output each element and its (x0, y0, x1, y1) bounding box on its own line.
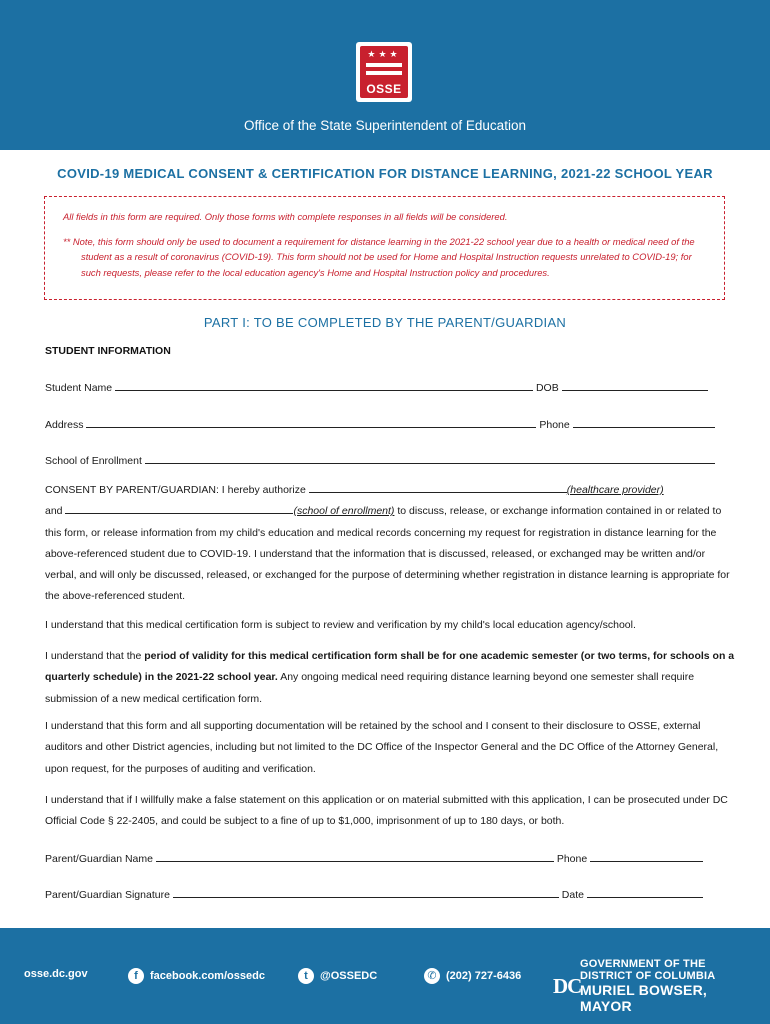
logo-stars: ★★★ (367, 49, 401, 59)
dob-label: DOB (535, 382, 559, 394)
parent-name-label: Parent/Guardian Name (45, 853, 153, 865)
validity-pre: I understand that the (45, 650, 145, 662)
footer-twitter[interactable]: t @OSSEDC (298, 968, 377, 984)
school-enrollment-label: (school of enrollment) (293, 505, 395, 518)
signature-label: Parent/Guardian Signature (45, 889, 170, 901)
footer-phone[interactable]: ✆ (202) 727-6436 (424, 968, 521, 984)
dob-field[interactable] (562, 380, 708, 391)
osse-logo (356, 42, 412, 102)
address-label: Address (45, 419, 84, 431)
parent-phone-label: Phone (556, 853, 588, 865)
school-label: School of Enrollment (45, 455, 142, 467)
facebook-icon: f (128, 968, 144, 984)
paragraph-retention: I understand that this form and all supporting documentation will be retained by the school and I consent to their disclosure to OSSE, external auditors and other District agencies, including but not limited to the DC Office of the Inspector General and the DC Office of the Attorney General, upon request, for the purposes of auditing and verification. (45, 720, 719, 775)
paragraph-validity (45, 646, 735, 710)
school-row (45, 453, 715, 467)
header-banner (0, 0, 770, 150)
parent-phone-field[interactable] (590, 851, 703, 862)
paragraph-false-statement: I understand that if I willfully make a false statement on this application or on material submitted with this application, I can be prosecuted under DC Official Code § 22-2405, and could be subject to a fine of up to $1,000, imprisonment of up to 180 days, or both. (45, 794, 728, 828)
org-name: Office of the State Superintendent of Education (244, 118, 526, 133)
healthcare-provider-field[interactable] (309, 482, 567, 493)
notice-required: All fields in this form are required. Only those forms with complete responses in all fields will be considered. (63, 211, 508, 222)
notice-box (44, 196, 725, 300)
signature-field[interactable] (173, 887, 559, 898)
date-label: Date (561, 889, 584, 901)
dc-government-logo (553, 956, 753, 1014)
part-title: PART I: TO BE COMPLETED BY THE PARENT/GUARDIAN (203, 315, 567, 330)
signature-row (45, 887, 703, 901)
date-field[interactable] (587, 887, 703, 898)
student-name-row (45, 380, 708, 394)
student-name-field[interactable] (115, 380, 533, 391)
phone-label: Phone (539, 419, 570, 431)
consent-and: and (45, 505, 63, 518)
twitter-icon: t (298, 968, 314, 984)
school-field[interactable] (145, 453, 715, 464)
footer-website[interactable]: osse.dc.gov (24, 968, 88, 981)
footer-banner (0, 928, 770, 1024)
address-field[interactable] (86, 417, 536, 428)
consent-paragraph (45, 480, 735, 608)
gov-line-2: DISTRICT OF COLUMBIA (580, 970, 716, 982)
phone-icon: ✆ (424, 968, 440, 984)
parent-name-row (45, 851, 703, 865)
consent-body: to discuss, release, or exchange information contained in or related to this form, or release information from my child's education and medical records concerning my request for registration in distance learning for the above-referenced student due to COVID-19. I understand that the information that is discussed, released, or exchanged may be written and/or verbal, and will only be discussed, released, or exchanged for the purpose of determining whether registration in distance learning is appropriate for the above-referenced student. (45, 505, 730, 603)
consent-lead: CONSENT BY PARENT/GUARDIAN: I hereby authorize (45, 484, 306, 496)
dc-logo-mark: DC (553, 974, 582, 998)
document-title: COVID-19 MEDICAL CONSENT & CERTIFICATION FOR DISTANCE LEARNING, 2021-22 SCHOOL YEAR (57, 166, 713, 181)
gov-line-1: GOVERNMENT OF THE (580, 958, 706, 970)
phone-field[interactable] (573, 417, 715, 428)
section-heading: STUDENT INFORMATION (45, 345, 171, 357)
validity-post: Any ongoing medical need requiring distance learning beyond one semester shall require submission of a new medical certification form. (45, 671, 695, 705)
student-name-label: Student Name (45, 382, 113, 394)
validity-bold: period of validity for this medical certification form shall be for one academic semester (or two terms, for schools on a quarterly schedule) in the 2021-22 school year. (45, 650, 735, 684)
footer-facebook[interactable]: f facebook.com/ossedc (128, 968, 265, 984)
address-row (45, 417, 715, 431)
logo-text: OSSE (366, 82, 402, 96)
school-enrollment-field[interactable] (65, 503, 293, 514)
gov-mayor: MURIEL BOWSER, MAYOR (580, 982, 707, 1014)
paragraph-review: I understand that this medical certification form is subject to review and verification by my child's local education agency/school. (45, 619, 636, 631)
notice-note: ** Note, this form should only be used to document a requirement for distance learning in the 2021-22 school year due to a health or medical need of the student as a result of coronavirus (COVID-19). This form should not be used for Home and Hospital Instruction requests unrelated to COVID-19; for such requests, please refer to the local education agency's Home and Hospital Instruction policy and procedures. (63, 235, 695, 278)
healthcare-provider-label: (healthcare provider) (566, 484, 664, 496)
parent-name-field[interactable] (156, 851, 554, 862)
